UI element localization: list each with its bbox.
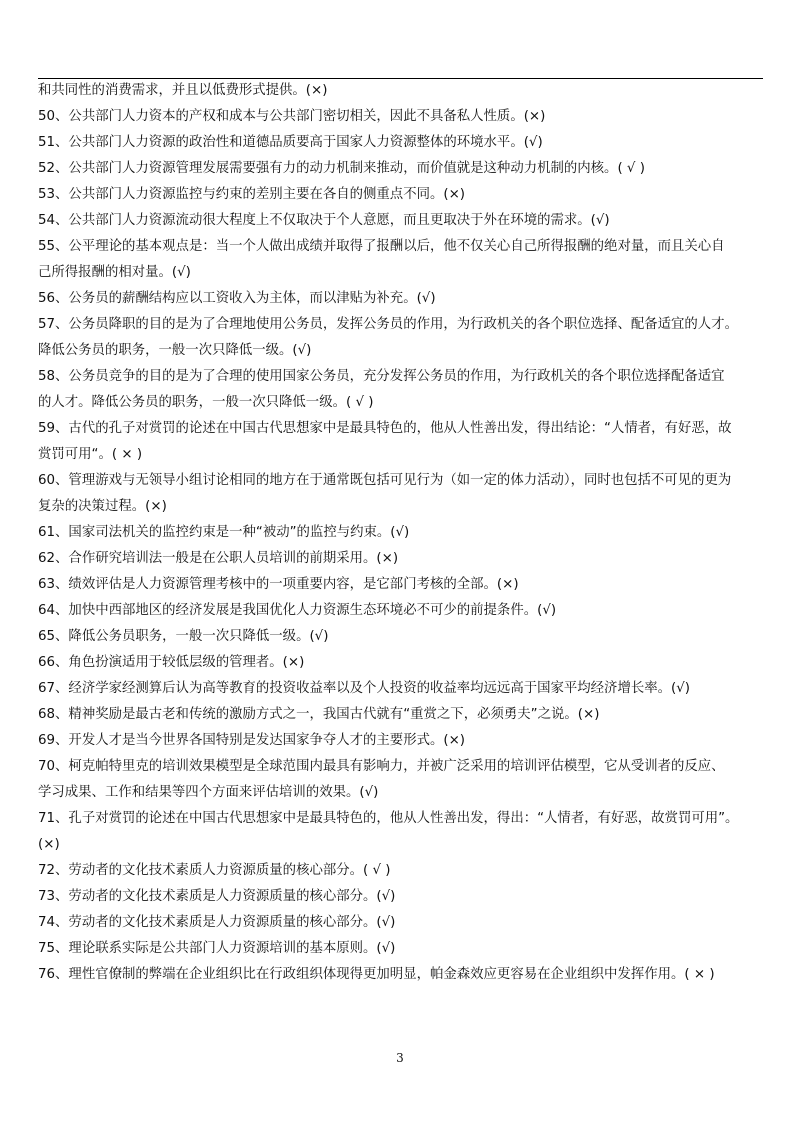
text-line: 69、开发人才是当今世界各国特别是发达国家争夺人才的主要形式。(×) bbox=[38, 733, 466, 748]
text-line: 降低公务员的职务，一般一次只降低一级。(√) bbox=[38, 343, 312, 358]
text-line: 54、公共部门人力资源流动很大程度上不仅取决于个人意愿，而且更取决于外在环境的需求。(√) bbox=[38, 213, 610, 228]
text-line: 76、理性官僚制的弊端在企业组织比在行政组织体现得更加明显，帕金森效应更容易在企业组织中发挥作用。( × ) bbox=[38, 967, 715, 982]
text-line: 68、精神奖励是最古老和传统的激励方式之一，我国古代就有“重赏之下，必须勇夫”之说。(×) bbox=[38, 707, 600, 722]
text-line: 55、公平理论的基本观点是：当一个人做出成绩并取得了报酬以后，他不仅关心自己所得报酬的绝对量，而且关心自 bbox=[38, 239, 725, 254]
text-line: 己所得报酬的相对量。(√) bbox=[38, 265, 191, 280]
text-line: (×) bbox=[38, 837, 60, 852]
text-line: 72、劳动者的文化技术素质人力资源质量的核心部分。( √ ) bbox=[38, 863, 391, 878]
text-line: 67、经济学家经测算后认为高等教育的投资收益率以及个人投资的收益率均远远高于国家平均经济增长率。(√) bbox=[38, 681, 690, 696]
text-line: 64、加快中西部地区的经济发展是我国优化人力资源生态环境必不可少的前提条件。(√) bbox=[38, 603, 557, 618]
text-line: 50、公共部门人力资本的产权和成本与公共部门密切相关，因此不具备私人性质。(×) bbox=[38, 109, 546, 124]
text-line: 61、国家司法机关的监控约束是一种“被动”的监控与约束。(√) bbox=[38, 525, 410, 540]
text-line: 赏罚可用“。( × ) bbox=[38, 447, 143, 462]
text-line: 74、劳动者的文化技术素质是人力资源质量的核心部分。(√) bbox=[38, 915, 396, 930]
text-line: 复杂的决策过程。(×) bbox=[38, 499, 167, 514]
text-line: 60、管理游戏与无领导小组讨论相同的地方在于通常既包括可见行为（如一定的体力活动），同时也包括不可见的更为 bbox=[38, 473, 732, 488]
text-line: 的人才。降低公务员的职务，一般一次只降低一级。( √ ) bbox=[38, 395, 374, 410]
text-line: 52、公共部门人力资源管理发展需要强有力的动力机制来推动，而价值就是这种动力机制的内核。( √ ) bbox=[38, 161, 645, 176]
text-line: 51、公共部门人力资源的政治性和道德品质要高于国家人力资源整体的环境水平。(√) bbox=[38, 135, 543, 150]
text-line: 65、降低公务员职务，一般一次只降低一级。(√) bbox=[38, 629, 329, 644]
question-list bbox=[38, 78, 763, 988]
text-line: 73、劳动者的文化技术素质是人力资源质量的核心部分。(√) bbox=[38, 889, 396, 904]
text-line: 53、公共部门人力资源监控与约束的差别主要在各自的侧重点不同。(×) bbox=[38, 187, 466, 202]
text-line: 57、公务员降职的目的是为了合理地使用公务员，发挥公务员的作用，为行政机关的各个职位选择、配备适宜的人才。 bbox=[38, 317, 738, 332]
page-number: 3 bbox=[396, 1051, 404, 1065]
text-line: 63、绩效评估是人力资源管理考核中的一项重要内容，是它部门考核的全部。(×) bbox=[38, 577, 519, 592]
text-line: 75、理论联系实际是公共部门人力资源培训的基本原则。(√) bbox=[38, 941, 396, 956]
text-line: 66、角色扮演适用于较低层级的管理者。(×) bbox=[38, 655, 305, 670]
text-line: 56、公务员的薪酬结构应以工资收入为主体，而以津贴为补充。(√) bbox=[38, 291, 436, 306]
text-line: 71、孔子对赏罚的论述在中国古代思想家中是最具特色的，他从人性善出发，得出：“人情者，有好恶，故赏罚可用”。 bbox=[38, 811, 739, 826]
text-line: 学习成果、工作和结果等四个方面来评估培训的效果。(√) bbox=[38, 785, 379, 800]
text-line: 62、合作研究培训法一般是在公职人员培训的前期采用。(×) bbox=[38, 551, 399, 566]
text-line: 58、公务员竞争的目的是为了合理的使用国家公务员，充分发挥公务员的作用，为行政机关的各个职位选择配备适宜 bbox=[38, 369, 725, 384]
text-line: 和共同性的消费需求，并且以低费形式提供。(×) bbox=[38, 83, 328, 98]
text-line: 59、古代的孔子对赏罚的论述在中国古代思想家中是最具特色的，他从人性善出发，得出结论：“人情者，有好恶，故 bbox=[38, 421, 732, 436]
text-line: 70、柯克帕特里克的培训效果模型是全球范围内最具有影响力，并被广泛采用的培训评估模型，它从受训者的反应、 bbox=[38, 759, 725, 774]
